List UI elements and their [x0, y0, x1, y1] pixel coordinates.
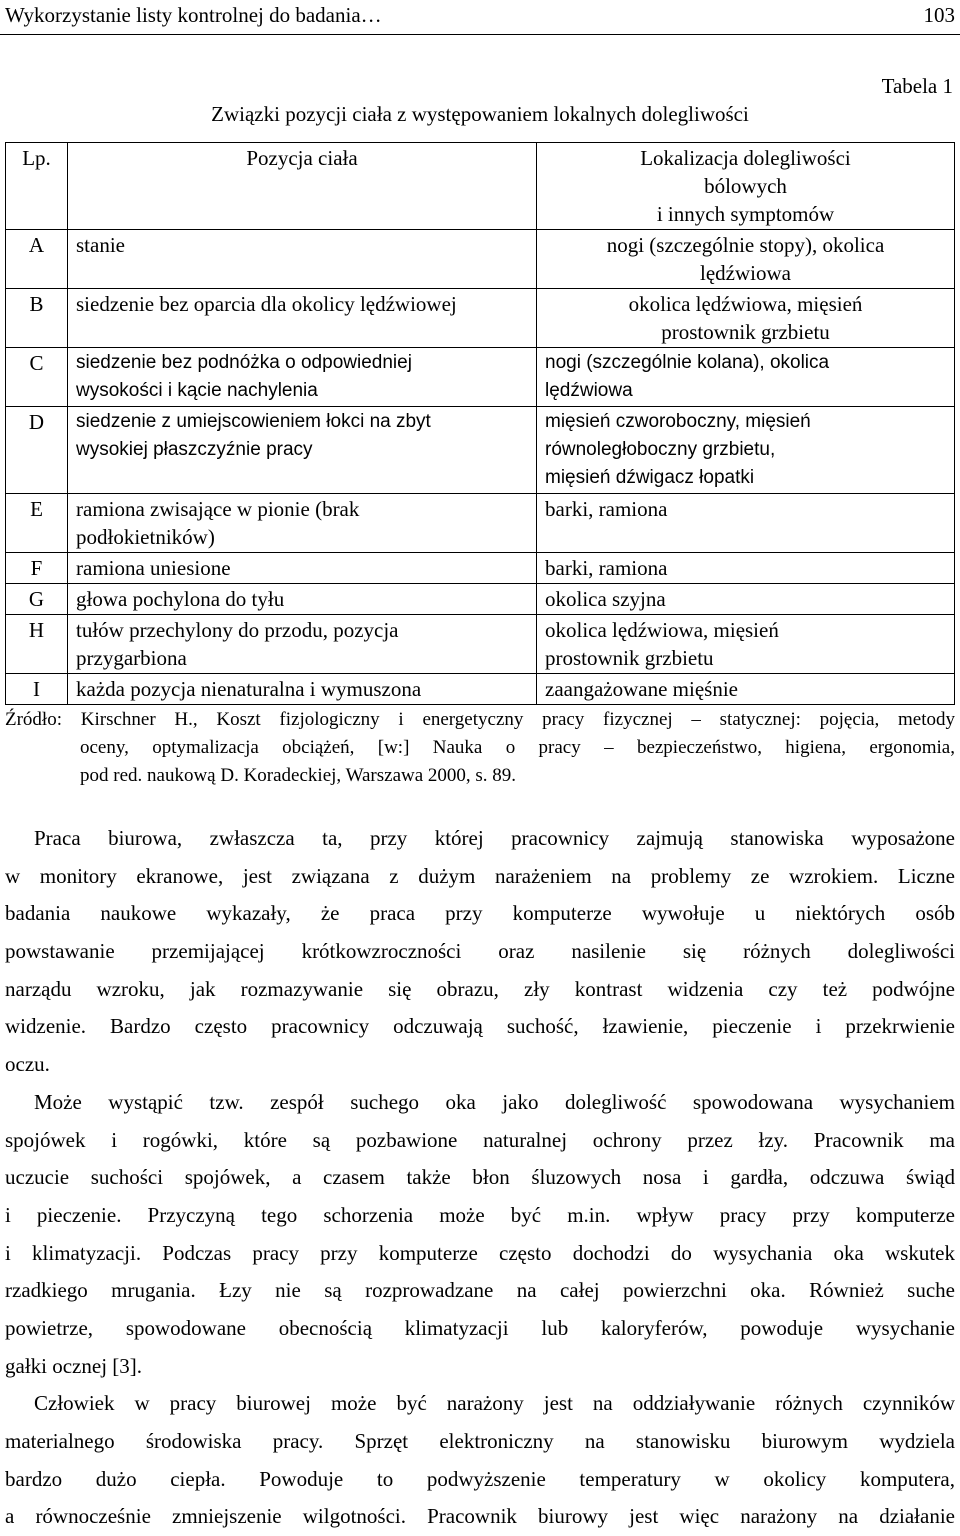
row-position: [68, 289, 537, 348]
location-line: mięsień dźwigacz łopatki: [545, 467, 755, 488]
row-position: [68, 674, 537, 705]
table-row: [6, 348, 955, 407]
location-line: nogi (szczególnie stopy), okolica: [606, 233, 885, 257]
paragraph-line: Praca biurowa, zwłaszcza ta, przy której pracownicy zajmują stanowiska wyposażone: [34, 826, 955, 850]
row-lp: H: [6, 615, 68, 674]
paragraph-line: uczucie suchości spojówek, a czasem także błon śluzowych nosa i gardła, odczuwa świąd: [5, 1165, 955, 1190]
paragraph-line: w monitory ekranowe, jest związana z dużym narażeniem na problemy ze wzrokiem. Liczne: [5, 863, 955, 888]
row-lp: C: [6, 348, 68, 407]
header-position: Pozycja ciała: [68, 143, 537, 230]
position-line: głowa pochylona do tyłu: [76, 587, 285, 611]
row-lp: B: [6, 289, 68, 348]
table-row: [6, 553, 955, 584]
location-line: lędźwiowa: [700, 261, 791, 285]
header-location: [537, 143, 955, 230]
location-line: barki, ramiona: [545, 497, 668, 521]
paragraph-line: bardzo dużo ciepła. Powoduje to podwyższenie temperatury w okolicy komputera,: [5, 1466, 955, 1491]
position-line: wysokości i kącie nachylenia: [76, 380, 318, 401]
location-line: prostownik grzbietu: [545, 646, 714, 670]
paragraph: [5, 1385, 955, 1536]
location-line: barki, ramiona: [545, 556, 668, 580]
row-lp: E: [6, 494, 68, 553]
row-location: [537, 615, 955, 674]
source-line: oceny, optymalizacja obciążeń, [w:] Nauka o pracy – bezpieczeństwo, higiena, ergonomia,: [80, 737, 955, 758]
table-caption: Związki pozycji ciała z występowaniem lokalnych dolegliwości: [211, 102, 749, 126]
location-line: okolica lędźwiowa, mięsień: [545, 618, 779, 642]
running-title: Wykorzystanie listy kontrolnej do badania…: [5, 3, 382, 27]
position-line: siedzenie bez podnóżka o odpowiedniej: [76, 352, 412, 373]
row-lp: A: [6, 230, 68, 289]
location-line: prostownik grzbietu: [661, 320, 830, 344]
row-location: [537, 494, 955, 553]
position-line: wysokiej płaszczyźnie pracy: [76, 439, 313, 460]
row-lp: I: [6, 674, 68, 705]
table-row: [6, 674, 955, 705]
row-location: [537, 674, 955, 705]
source-line: Źródło: Kirschner H., Koszt fizjologiczny i energetyczny pracy fizycznej – statycznej: pojęcia, metody: [5, 709, 955, 730]
table-row: [6, 289, 955, 348]
position-line: ramiona uniesione: [76, 556, 231, 580]
location-line: lędźwiowa: [545, 380, 633, 401]
location-line: zaangażowane mięśnie: [545, 677, 738, 701]
header-location-line: Lokalizacja dolegliwości: [640, 146, 851, 170]
position-line: stanie: [76, 233, 125, 257]
paragraph-line: oczu.: [5, 1052, 50, 1077]
table-source-note: [5, 706, 955, 790]
row-location: [537, 584, 955, 615]
table-row: [6, 230, 955, 289]
paragraph-line: i klimatyzacji. Podczas pracy przy komputerze często dochodzi do wysychania oka wskutek: [5, 1240, 955, 1265]
paragraph-line: powstawanie przemijającej krótkowzroczności oraz nasilenie się różnych dolegliwości: [5, 939, 955, 964]
location-line: nogi (szczególnie kolana), okolica: [545, 352, 830, 373]
paragraph-line: rzadkiego mrugania. Łzy nie są rozprowadzane na całej powierzchni oka. Również suche: [5, 1278, 955, 1303]
paragraph-line: widzenie. Bardzo często pracownicy odczuwają suchość, łzawienie, pieczenie i przekrwienie: [5, 1014, 955, 1039]
row-location: [537, 348, 955, 407]
paragraph-line: spojówek i rogówki, które są pozbawione naturalnej ochrony przez łzy. Pracownik ma: [5, 1127, 955, 1152]
page-number: 103: [923, 3, 955, 27]
row-lp: F: [6, 553, 68, 584]
row-lp: G: [6, 584, 68, 615]
header-location-line: i innych symptomów: [656, 202, 835, 226]
row-location: [537, 553, 955, 584]
source-line: pod red. naukową D. Koradeckiej, Warszawa 2000, s. 89.: [80, 765, 517, 786]
location-line: okolica lędźwiowa, mięsień: [628, 292, 863, 316]
table-header-row: [6, 143, 955, 230]
row-position: [68, 348, 537, 407]
position-line: ramiona zwisające w pionie (brak: [76, 497, 360, 521]
table-row: [6, 494, 955, 553]
paragraph-line: i pieczenie. Przyczyną tego schorzenia może być m.in. wpływ pracy przy komputerze: [5, 1202, 955, 1227]
row-location: [537, 407, 955, 494]
paragraph-line: badania naukowe wykazały, że praca przy komputerze wywołuje u niektórych osób: [5, 901, 955, 926]
table-row: [6, 584, 955, 615]
paragraph-line: gałki ocznej [3].: [5, 1353, 143, 1378]
paragraph-line: materialnego środowiska pracy. Sprzęt elektroniczny na stanowisku biurowym wydziela: [5, 1429, 955, 1453]
paragraph: [5, 1084, 955, 1386]
row-position: [68, 407, 537, 494]
body-position-table: [5, 142, 955, 705]
body-text: [5, 820, 955, 1536]
paragraph-line: powietrze, spowodowane obecnością klimatyzacji lub kaloryferów, powoduje wysychanie: [5, 1315, 955, 1340]
paragraph: [5, 820, 955, 1084]
table-row: [6, 615, 955, 674]
header-lp: Lp.: [6, 143, 68, 230]
header-location-line: bólowych: [704, 174, 787, 198]
row-position: [68, 615, 537, 674]
paragraph-line: Może wystąpić tzw. zespół suchego oka jako dolegliwość spowodowana wysychaniem: [34, 1089, 955, 1114]
row-location: [537, 230, 955, 289]
row-position: [68, 553, 537, 584]
row-location: [537, 289, 955, 348]
position-line: siedzenie bez oparcia dla okolicy lędźwiowej: [76, 292, 457, 316]
page-header: [0, 0, 960, 35]
position-line: podłokietników): [76, 525, 215, 549]
table-row: [6, 407, 955, 494]
location-line: równoległoboczny grzbietu,: [545, 439, 776, 460]
row-position: [68, 584, 537, 615]
paragraph-line: narządu wzroku, jak rozmazywanie się obrazu, zły kontrast widzenia czy też podwójne: [5, 976, 955, 1001]
row-position: [68, 230, 537, 289]
position-line: siedzenie z umiejscowieniem łokci na zbyt: [76, 411, 431, 432]
location-line: okolica szyjna: [545, 587, 666, 611]
table-body: [6, 230, 955, 705]
row-position: [68, 494, 537, 553]
row-lp: D: [6, 407, 68, 494]
position-line: każda pozycja nienaturalna i wymuszona: [76, 677, 422, 701]
location-line: mięsień czworoboczny, mięsień: [545, 411, 811, 432]
table-label: Tabela 1: [881, 74, 953, 98]
position-line: tułów przechylony do przodu, pozycja: [76, 618, 399, 642]
paragraph-line: a równocześnie zmniejszenie wilgotności. Pracownik biurowy jest więc narażony na działanie: [5, 1504, 955, 1529]
paragraph-line: Człowiek w pracy biurowej może być narażony jest na oddziaływanie różnych czynników: [34, 1391, 955, 1416]
position-line: przygarbiona: [76, 646, 187, 670]
